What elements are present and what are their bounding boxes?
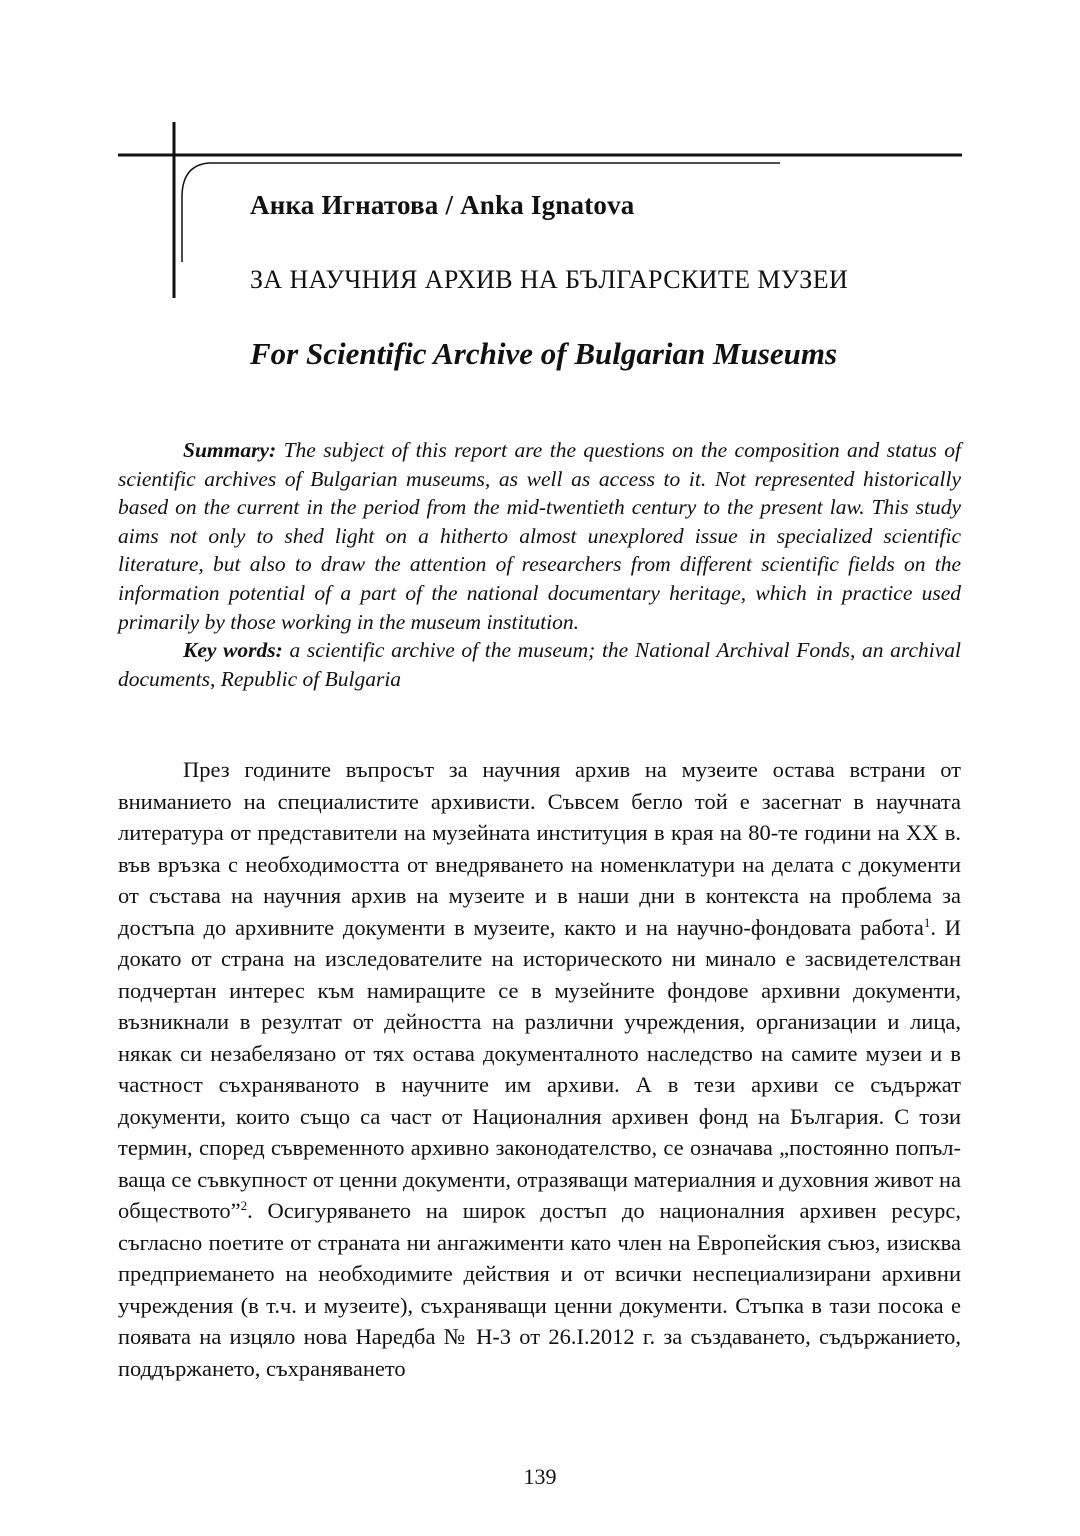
author-name: Анка Игнатова / Anka Ignatova — [250, 190, 635, 220]
footnote-ref-1[interactable]: 1 — [923, 914, 931, 930]
body-text-part-2: . И докато от страна на изследователите на историческото ни минало е засвидетелстван подчертан интерес към намиращите се в музейните фондове архивни документи, възникнали в резултат от дейността на различни учреждения, организации и лица, някак си незабелязано от тях остава документалното наследство на самите музеи и в частност съхраняваното в научните им архиви. А в тези архиви се съдържат документи, които също са част от Националния архивен фонд на България. С този термин, според съвременното архивно законодателство, се означава „постоянно попълваща се съвкупност от ценни документи, отразяващи материалния и духовния живот на обществото” — [118, 914, 962, 1223]
main-body — [118, 754, 961, 1384]
page-number: 139 — [523, 1464, 557, 1489]
summary-label: Summary: — [183, 438, 277, 462]
keywords-text: a scientific archive of the museum; the National Archival Fonds, an archival documents, Republic of Bulgaria — [118, 638, 961, 691]
body-text-part-3: . Осигуряването на широк достъп до националния архивен ресурс, съгласно поетите от страната ни ангажименти като член на Европейския съюз, изисква предприемането на необходимите действия и от всички неспециализирани архивни учреждения (в т.ч. и музеите), съхраняващи ценни документи. Стъпка в тази посока е появата на изцяло нова Наредба № Н-3 от 26.I.2012 г. за създаването, съдържанието, поддържането, съхраняването — [118, 1198, 961, 1381]
summary-text: The subject of this report are the questions on the composition and status of scientific archives of Bulgarian museums, as well as access to it. Not represented historically based on the current in the period from the mid-twentieth century to the present law. This study aims not only to shed light on a hitherto almost unexplored issue in specialized scientific literature, but also to draw the attention of researchers from different scientific fields on the information potential of a part of the national documentary heritage, which in practice used primarily by those working in the museum institution. — [118, 438, 961, 634]
body-text-part-1: През годините въпросът за научния архив на музеите остава встрани от вниманието на специалистите архивисти. Съвсем бегло той е засегнат в научната литература от представители на музейната институция в края на 80-те години на XX в. във връзка с необходимостта от внедряването на номенклатури на делата с документи от състава на научния архив на музеите и в наши дни в контекста на проблема за достъпа до архивните документи в музеите, както и на научно-фондовата работа — [118, 757, 961, 940]
keywords-paragraph — [118, 636, 961, 693]
article-title-bulgarian: ЗА НАУЧНИЯ АРХИВ НА БЪЛГАРСКИТЕ МУЗЕИ — [250, 265, 849, 294]
body-paragraph — [118, 754, 961, 1384]
summary-paragraph — [118, 436, 961, 636]
article-title-english: For Scientific Archive of Bulgarian Museums — [250, 336, 838, 371]
footnote-ref-2[interactable]: 2 — [240, 1198, 248, 1213]
abstract — [118, 436, 961, 693]
keywords-label: Key words: — [183, 638, 283, 663]
